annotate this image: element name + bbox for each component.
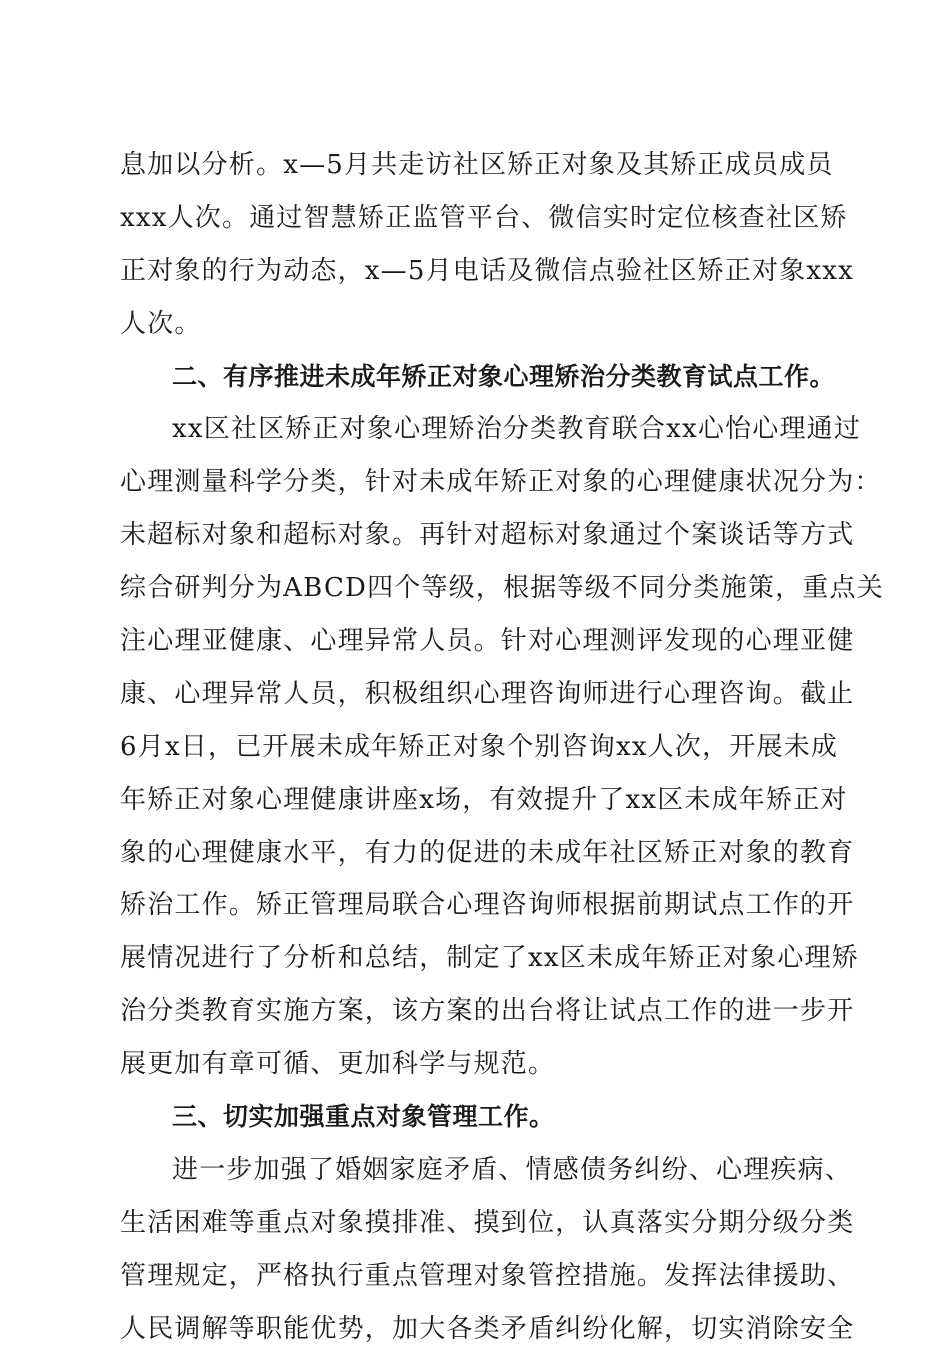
paragraph-line: 正对象的行为动态，x—5月电话及微信点验社区矫正对象xxx [120,255,854,286]
paragraph-line: 矫治工作。矫正管理局联合心理咨询师根据前期试点工作的开 [120,890,855,921]
paragraph-line: xxx人次。通过智慧矫正监管平台、微信实时定位核查社区矫 [120,202,848,233]
section-heading-2: 二、有序推进未成年矫正对象心理矫治分类教育试点工作。 [172,361,836,391]
paragraph-line: 人次。 [120,308,202,339]
paragraph-psychological-correction [120,403,884,1091]
paragraph-line: 进一步加强了婚姻家庭矛盾、情感债务纠纷、心理疾病、 [172,1154,853,1185]
paragraph-line: 年矫正对象心理健康讲座x场，有效提升了xx区未成年矫正对 [120,784,848,815]
section-heading-3: 三、切实加强重点对象管理工作。 [172,1102,555,1132]
paragraph-line: 治分类教育实施方案，该方案的出台将让试点工作的进一步开 [120,996,855,1027]
paragraph-key-object-management [120,1144,855,1356]
paragraph-line: 息加以分析。x—5月共走访社区矫正对象及其矫正成员成员 [120,150,834,180]
paragraph-line: 未超标对象和超标对象。再针对超标对象通过个案谈话等方式 [120,520,855,551]
paragraph-line: 生活困难等重点对象摸排准、摸到位，认真落实分期分级分类 [120,1207,855,1238]
paragraph-line: 综合研判分为ABCD四个等级，根据等级不同分类施策，重点关 [120,573,884,604]
document-body [120,139,884,1355]
paragraph-line: 展情况进行了分析和总结，制定了xx区未成年矫正对象心理矫 [120,943,859,974]
paragraph-line: 心理测量科学分类，针对未成年矫正对象的心理健康状况分为： [120,467,882,498]
paragraph-line: 象的心理健康水平，有力的促进的未成年社区矫正对象的教育 [120,837,855,868]
paragraph-line: 6月x日，已开展未成年矫正对象个别咨询xx人次，开展未成 [120,731,839,762]
paragraph-line: 展更加有章可循、更加科学与规范。 [120,1049,556,1080]
paragraph-line: 注心理亚健康、心理异常人员。针对心理测评发现的心理亚健 [120,626,855,657]
paragraph-line: 人民调解等职能优势，加大各类矛盾纠纷化解，切实消除安全 [120,1313,855,1344]
paragraph-line: xx区社区矫正对象心理矫治分类教育联合xx心怡心理通过 [172,414,862,445]
paragraph-line: 管理规定，严格执行重点管理对象管控措施。发挥法律援助、 [120,1260,855,1291]
paragraph-line: 康、心理异常人员，积极组织心理咨询师进行心理咨询。截止 [120,678,855,709]
paragraph-analysis [120,139,854,351]
